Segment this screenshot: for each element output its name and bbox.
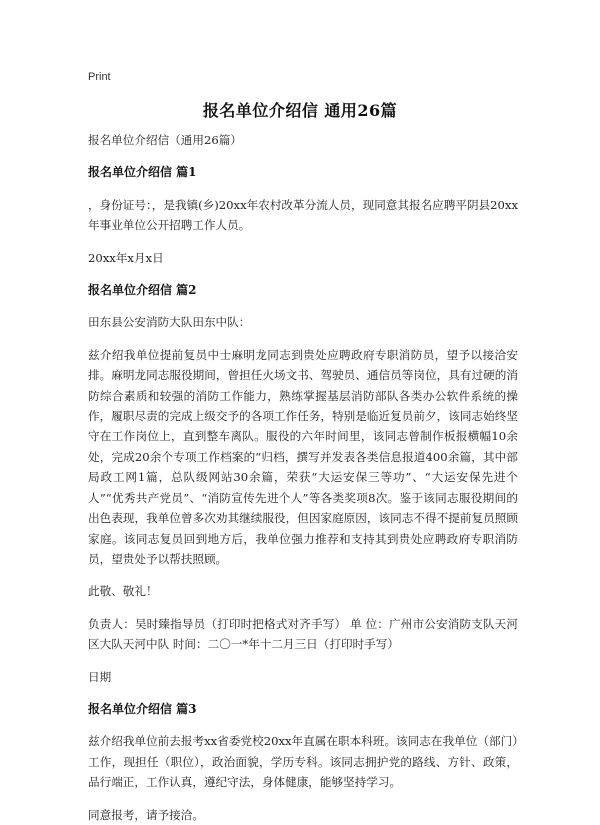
section-heading: 报名单位介绍信 篇1 bbox=[88, 165, 197, 180]
salutation: 此敬、敬礼！ bbox=[88, 584, 158, 599]
date-line: 20xx年x月x日 bbox=[88, 250, 164, 265]
print-label: Print bbox=[88, 71, 111, 83]
paragraph: 兹介绍我单位提前复员中士麻明龙同志到贵处应聘政府专职消防员，望予以接洽安排。麻明龙同志服役期间，曾担任火场文书、驾驶员、通信员等岗位，具有过硬的消防综合素质和较强的消防工作能力，熟练掌握基层消防部队各类办公软件系统的操作，履职尽责的完成上级交予的各项工作任务，特别是临近复员前夕，该同志始终坚守在工作岗位上，直到整车离队。服役的六年时间里，该同志曾制作板报横幅10余处，完成20余个专项工作档案的“归档，撰写并发表各类信息报道400余篇，其中部局政工网1篇，总队级网站30余篇，荣获“大运安保三等功”、“大运安保先进个人”“优秀共产党员”、“消防宣传先进个人”等各类奖项8次。鉴于该同志服役期间的出色表现，我单位曾多次劝其继续服役，但因家庭原因，该同志不得不提前复员照顾家庭。该同志复员回到地方后，我单位强力推荐和支持其到贵处应聘政府专职消防员，望贵处予以帮扶照顾。 bbox=[88, 347, 518, 566]
section-heading: 报名单位介绍信 篇2 bbox=[88, 283, 197, 298]
section-heading: 报名单位介绍信 篇3 bbox=[88, 701, 197, 716]
document-body bbox=[88, 130, 518, 825]
paragraph: 兹介绍我单位前去报考xx省委党校20xx年直属在职本科班。该同志在我单位（部门）工作，现担任（职位），政治面貌，学历专科。该同志拥护党的路线、方针、政策，品行端正，工作认真，遵纪守法，身体健康，能够坚持学习。 bbox=[88, 734, 518, 790]
subtitle: 报名单位介绍信（通用26篇） bbox=[88, 133, 242, 147]
page-title: 报名单位介绍信 通用26篇 bbox=[202, 101, 398, 120]
signature-line: 负责人：吴时臻指导员（打印时把格式对齐手写） 单 位：广州市公安消防支队天河区大队天河中队 时间：二〇一*年十二月三日（打印时手写） bbox=[88, 616, 518, 652]
closing-line: 同意报考，请予接洽。 bbox=[88, 807, 204, 822]
paragraph: ，身份证号：，是我镇(乡)20xx年农村改革分流人员，现同意其报名应聘平阴县20xx年事业单位公开招聘工作人员。 bbox=[88, 197, 518, 233]
addressee: 田东县公安消防大队田东中队： bbox=[88, 315, 251, 330]
date-line: 日期 bbox=[88, 669, 112, 684]
